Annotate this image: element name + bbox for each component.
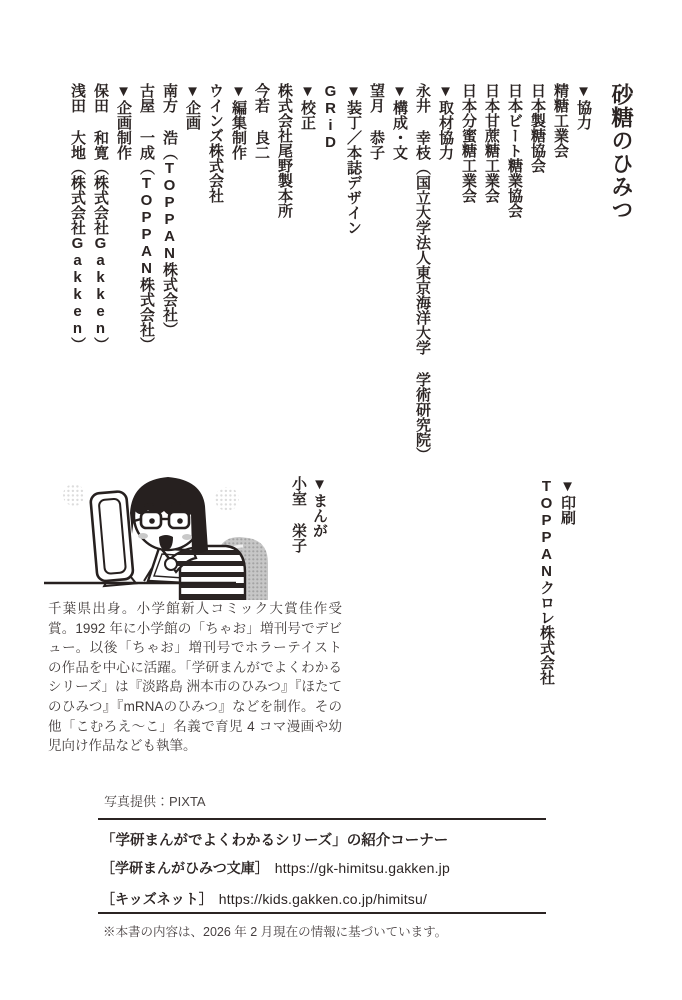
glasses-icon xyxy=(134,512,189,528)
manga-artist-section xyxy=(288,476,330,591)
credit-entry: 株式会社尾野製本所 xyxy=(276,83,293,218)
link-line-himitsu-bunko xyxy=(101,858,450,878)
credit-entry: 今若 良二 xyxy=(253,83,270,160)
credit-entry: 精糖工業会 xyxy=(552,83,569,158)
credit-header-production: ▼企画制作 xyxy=(115,83,132,160)
credit-entry: 南方 浩（TOPPAN株式会社） xyxy=(161,83,178,337)
credit-entry: 古屋 一成（TOPPAN株式会社） xyxy=(138,83,155,352)
credit-entry: ウインズ株式会社 xyxy=(207,83,224,203)
credit-entry: 浅田 大地（株式会社Gakken） xyxy=(69,83,86,352)
link-label: ［学研まんがひみつ文庫］ xyxy=(101,860,269,876)
credit-header-manga: ▼まんが xyxy=(311,476,328,538)
link-url: https://kids.gakken.co.jp/himitsu/ xyxy=(218,891,428,907)
monitor xyxy=(90,491,136,587)
divider-line xyxy=(98,912,546,914)
credits-section xyxy=(66,83,637,467)
divider-line xyxy=(98,818,546,820)
credit-entry: 日本製糖協会 xyxy=(529,83,546,173)
credit-header-reporting: ▼取材協力 xyxy=(437,83,454,160)
credit-entry: 望月 恭子 xyxy=(368,83,385,160)
link-line-kids-net xyxy=(101,889,427,909)
credit-entry-printer: TOPPANクロレ株式会社 xyxy=(538,478,555,685)
photo-credit: 写真提供：PIXTA xyxy=(104,794,206,809)
series-intro: 「学研まんがでよくわかるシリーズ」の紹介コーナー xyxy=(101,833,449,849)
credit-entry: 日本甘蔗糖工業会 xyxy=(483,83,500,203)
link-url: https://gk-himitsu.gakken.jp xyxy=(274,860,450,876)
credit-header-printing: ▼印刷 xyxy=(559,478,576,525)
credit-header-proofreading: ▼校正 xyxy=(299,83,316,130)
book-title: 砂糖のひみつ xyxy=(609,83,634,221)
credit-entry: 日本分蜜糖工業会 xyxy=(460,83,477,203)
credit-header-composition: ▼構成・文 xyxy=(391,83,408,160)
credit-entry: GRiD xyxy=(322,83,339,151)
credit-header-cooperation: ▼協力 xyxy=(575,83,592,130)
content-date-note: ※本書の内容は、2026 年 2 月現在の情報に基づいています。 xyxy=(103,925,448,939)
printing-section xyxy=(536,478,578,693)
credit-entry-artist-name: 小室 栄子 xyxy=(290,476,307,553)
credit-entry: 日本ビート糖業協会 xyxy=(506,83,523,218)
credit-entry: 永井 幸枝（国立大学法人東京海洋大学 学術研究院） xyxy=(414,83,431,462)
credit-header-editing: ▼編集制作 xyxy=(230,83,247,160)
artist-illustration xyxy=(40,458,268,600)
link-label: ［キッズネット］ xyxy=(101,891,213,907)
credit-header-planning: ▼企画 xyxy=(184,83,201,130)
artist-bio: 千葉県出身。小学館新人コミック大賞佳作受賞。1992 年に小学館の「ちゃお」増刊号でデビュー。以後「ちゃお」増刊号でホラーテイストの作品を中心に活躍。「学研まんがでよくわかるシリーズ」は『淡路島 洲本市のひみつ』『ほたてのひみつ』『mRNAのひみつ』などを制作。その他「こむろえ〜こ」名義で育児 4 コマ漫画や幼児向け作品なども執筆。 xyxy=(48,601,342,754)
credit-header-design: ▼装丁／本誌デザイン xyxy=(345,83,362,235)
credit-entry: 保田 和寛（株式会社Gakken） xyxy=(92,83,109,352)
